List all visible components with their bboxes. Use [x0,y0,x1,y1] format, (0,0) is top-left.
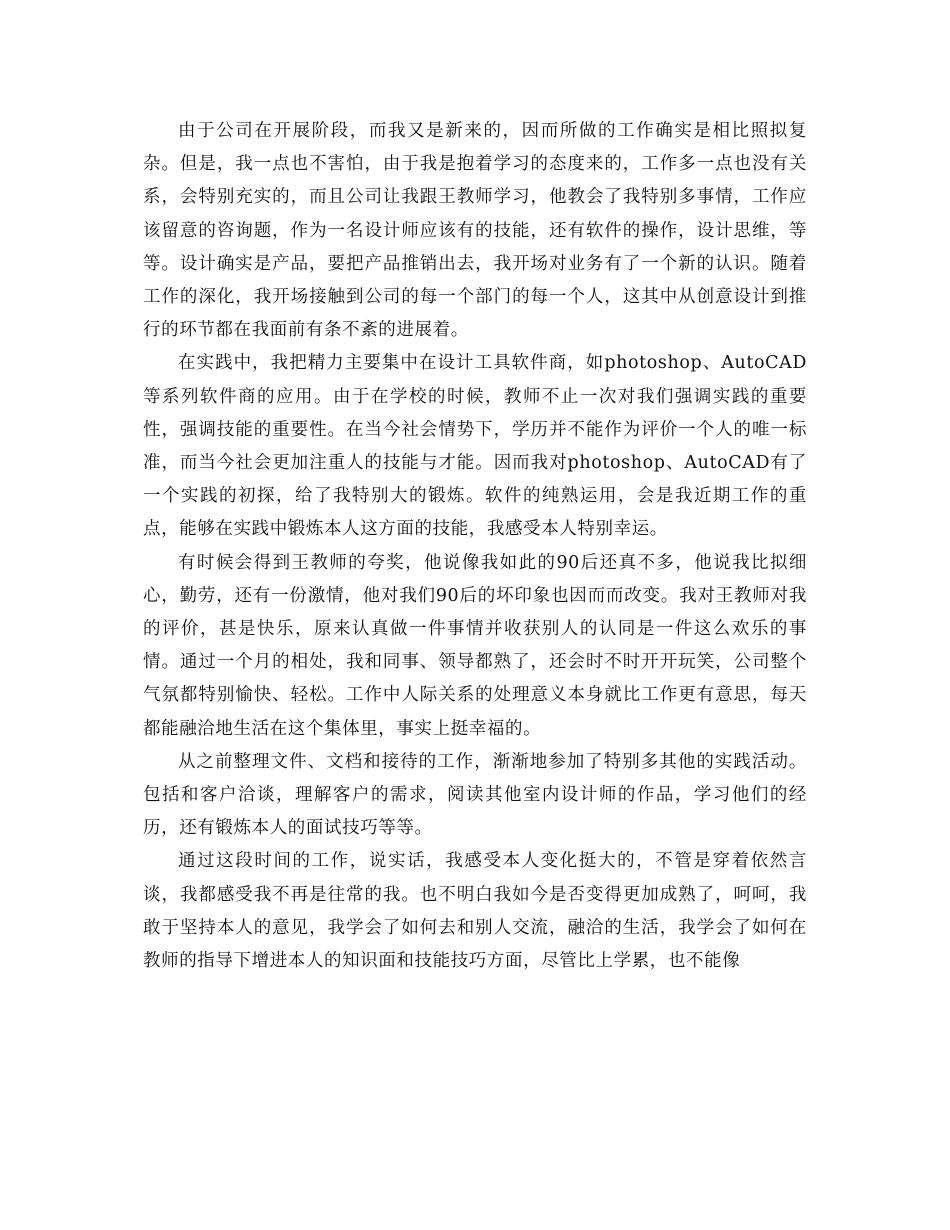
paragraph-5: 通过这段时间的工作，说实话，我感受本人变化挺大的，不管是穿着依然言谈，我都感受我不再是往常的我。也不明白我如今是否变得更加成熟了，呵呵，我敢于坚持本人的意见，我学会了如何去和别人交流，融洽的生活，我学会了如何在教师的指导下增进本人的知识面和技能技巧方面，尽管比上学累，也不能像 [143,851,807,972]
paragraph-4: 从之前整理文件、文档和接待的工作，渐渐地参加了特别多其他的实践活动。包括和客户洽谈，理解客户的需求，阅读其他室内设计师的作品，学习他们的经历，还有锻炼本人的面试技巧等等。 [143,751,807,839]
paragraph-2: 在实践中，我把精力主要集中在设计工具软件商，如photoshop、AutoCAD等系列软件商的应用。由于在学校的时候，教师不止一次对我们强调实践的重要性，强调技能的重要性。在当今社会情势下，学历并不能作为评价一个人的唯一标准，而当今社会更加注重人的技能与才能。因而我对photoshop、AutoCAD有了一个实践的初探，给了我特别大的锻炼。软件的纯熟运用，会是我近期工作的重点，能够在实践中锻炼本人这方面的技能，我感受本人特别幸运。 [143,353,807,540]
paragraph-3: 有时候会得到王教师的夸奖，他说像我如此的90后还真不多，他说我比拟细心，勤劳，还有一份激情，他对我们90后的坏印象也因而而改变。我对王教师对我的评价，甚是快乐，原来认真做一件事情并收获别人的认同是一件这么欢乐的事情。通过一个月的相处，我和同事、领导都熟了，还会时不时开开玩笑，公司整个气氛都特别愉快、轻松。工作中人际关系的处理意义本身就比工作更有意思，每天都能融洽地生活在这个集体里，事实上挺幸福的。 [143,552,807,739]
document-body [143,115,807,978]
paragraph-1: 由于公司在开展阶段，而我又是新来的，因而所做的工作确实是相比照拟复杂。但是，我一点也不害怕，由于我是抱着学习的态度来的，工作多一点也没有关系，会特别充实的，而且公司让我跟王教师学习，他教会了我特别多事情，工作应该留意的咨询题，作为一名设计师应该有的技能，还有软件的操作，设计思维，等等。设计确实是产品，要把产品推销出去，我开场对业务有了一个新的认识。随着工作的深化，我开场接触到公司的每一个部门的每一个人，这其中从创意设计到推行的环节都在我面前有条不紊的进展着。 [143,121,807,341]
